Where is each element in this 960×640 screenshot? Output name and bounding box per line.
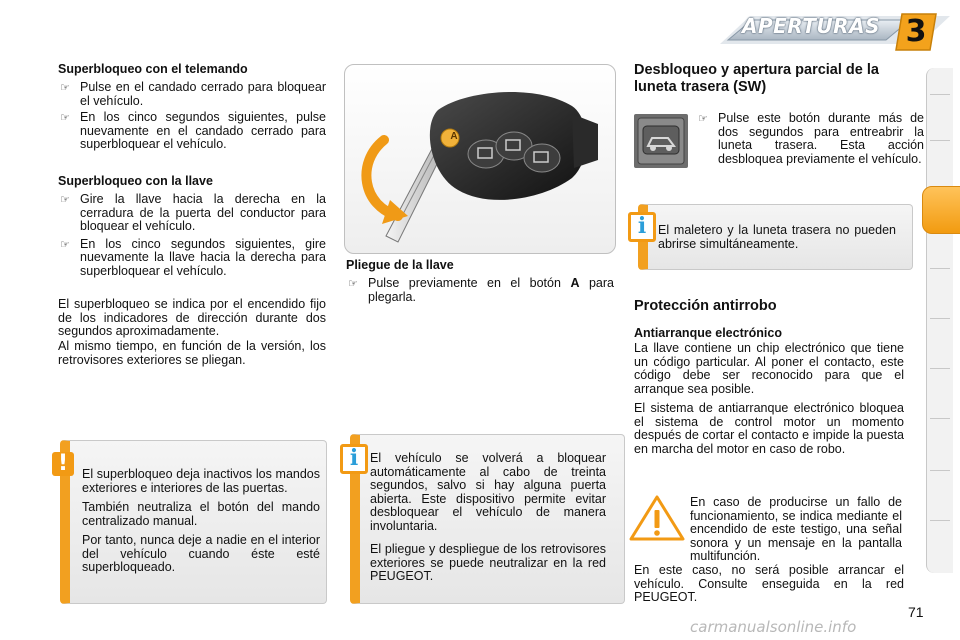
tab-divider xyxy=(930,318,950,319)
watermark: carmanualsonline.info xyxy=(690,618,857,636)
info-box-relock-text-2: El pliegue y despliegue de los retrovisores exteriores se puede neutralizar en la red PEUGEOT. xyxy=(370,542,606,583)
paragraph-retrovisores: Al mismo tiempo, en función de la versión, los retrovisores exteriores se pliegan. xyxy=(58,339,326,367)
warning-box-text-1: El superbloqueo deja inactivos los mandos exteriores e interiores de las puertas. xyxy=(82,467,320,495)
pliegue-section xyxy=(346,258,614,304)
tab-divider xyxy=(930,368,950,369)
fallo-text: En caso de producirse un fallo de funcionamiento, se indica mediante el encendido de este testigo, una señal sonora y un mensaje en la pantalla multifunción. xyxy=(690,495,902,563)
fallo-paragraph-2: En este caso, no será posible arrancar el vehículo. Consulte enseguida en la red PEUGEOT. xyxy=(634,563,904,604)
button-a-ref: A xyxy=(570,276,580,290)
telemando-heading: Superbloqueo con el telemando xyxy=(58,62,248,76)
tab-divider xyxy=(930,418,950,419)
warning-icon: ! xyxy=(52,452,74,476)
telemando-bullet-1: ☞ Pulse en el candado cerrado para bloquear el vehículo. xyxy=(60,80,326,108)
info-box-relock-text-1: El vehículo se volverá a bloquear automáticamente al cabo de treinta segundos, salvo si hay alguna puerta abierta. Este dispositivo permite evitar desbloquear el vehículo de manera involuntaria. xyxy=(370,451,606,533)
info-icon: i xyxy=(340,444,368,474)
antirrobo-heading: Protección antirrobo xyxy=(634,298,777,314)
page-number: 71 xyxy=(908,604,924,620)
hand-pointing-icon: ☞ xyxy=(60,111,70,124)
antirrobo-paragraph-2: El sistema de antiarranque electrónico bloquea el sistema de control motor un momento después de cortar el contacto e impide la puesta en marcha del motor en caso de robo. xyxy=(634,401,904,456)
tab-divider xyxy=(930,520,950,521)
chapter-tab-strip xyxy=(926,68,953,573)
llave-section xyxy=(58,174,326,278)
pliegue-heading: Pliegue de la llave xyxy=(346,258,454,272)
llave-bullet-2: ☞ En los cinco segundos siguientes, gire nuevamente la llave hacia la derecha para superbloquear el vehículo. xyxy=(60,236,326,278)
warning-box-content xyxy=(82,468,320,575)
antiarranque-subheading: Antiarranque electrónico xyxy=(634,326,782,340)
hand-pointing-icon: ☞ xyxy=(60,237,70,251)
warning-triangle-icon xyxy=(628,494,686,542)
antirrobo-paragraph-1: La llave contiene un chip electrónico que tiene un código particular. Al poner el contacto, este código debe ser reconocido para que el arranque sea posible. xyxy=(634,341,904,396)
luneta-bullet: ☞ Pulse este botón durante más de dos segundos para entreabrir la luneta trasera. Esta acción desbloquea previamente el vehículo. xyxy=(698,111,924,166)
tab-divider xyxy=(930,268,950,269)
folding-key-illustration xyxy=(346,66,612,250)
info-box-maletero-text: El maletero y la luneta trasera no pueden abrirse simultáneamente. xyxy=(658,223,896,251)
warning-box-text-3: Por tanto, nunca deje a nadie en el interior del vehículo cuando éste esté superbloqueado. xyxy=(82,533,320,574)
paragraph-indicadores: El superbloqueo se indica por el encendido fijo de los indicadores de dirección durante dos segundos aproximadamente. xyxy=(58,297,326,338)
hand-pointing-icon: ☞ xyxy=(60,193,70,206)
luneta-heading: Desbloqueo y apertura parcial de la luneta trasera (SW) xyxy=(634,62,879,95)
tab-divider xyxy=(930,140,950,141)
tab-divider xyxy=(930,470,950,471)
chapter-title: APERTURAS xyxy=(742,14,880,38)
llave-heading: Superbloqueo con la llave xyxy=(58,174,213,188)
hand-pointing-icon: ☞ xyxy=(348,277,358,290)
chapter-number: 3 xyxy=(905,14,927,49)
tab-divider xyxy=(930,94,950,95)
info-icon: i xyxy=(628,212,656,242)
rear-window-car-icon xyxy=(634,114,688,168)
telemando-bullet-2: ☞ En los cinco segundos siguientes, pulse nuevamente en el candado cerrado para superbloquear el vehículo. xyxy=(60,110,326,151)
telemando-section xyxy=(58,62,326,152)
chapter-tab-active[interactable] xyxy=(922,186,960,234)
hand-pointing-icon: ☞ xyxy=(60,81,70,94)
llave-bullet-1: ☞ Gire la llave hacia la derecha en la cerradura de la puerta del conductor para bloquear el vehículo. xyxy=(60,192,326,233)
pliegue-bullet: ☞ Pulse previamente en el botón A para plegarla. xyxy=(348,276,614,304)
warning-box-text-2: También neutraliza el botón del mando centralizado manual. xyxy=(82,500,320,528)
hand-pointing-icon: ☞ xyxy=(698,112,708,125)
info-box-relock-content xyxy=(370,452,606,584)
key-button-a-label: A xyxy=(450,131,458,142)
